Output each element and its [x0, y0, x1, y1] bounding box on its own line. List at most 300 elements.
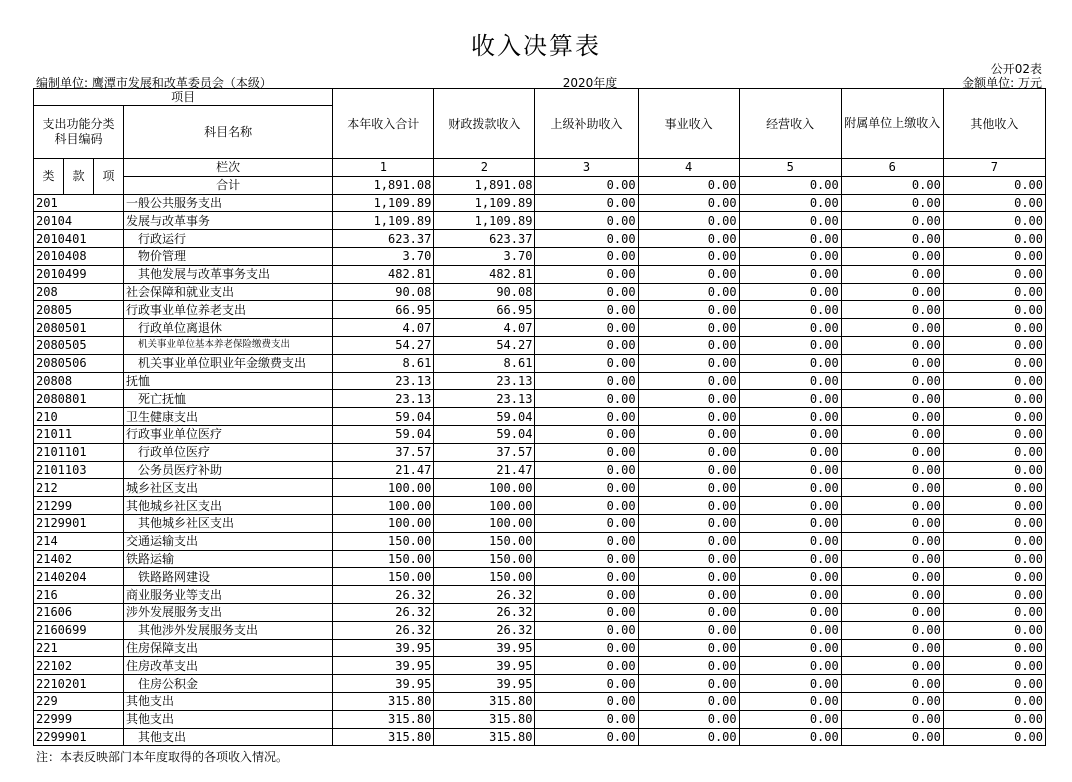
total-label: 合计 [124, 176, 333, 194]
row-value: 0.00 [535, 443, 638, 461]
row-subject-name: 一般公共服务支出 [124, 194, 333, 212]
row-subject-name: 住房改革支出 [124, 657, 333, 675]
row-value: 0.00 [739, 603, 841, 621]
row-value: 0.00 [841, 461, 943, 479]
col-num-3: 3 [535, 159, 638, 177]
row-value: 0.00 [841, 532, 943, 550]
row-value: 0.00 [535, 675, 638, 693]
row-code: 210 [34, 408, 124, 426]
table-row [34, 514, 1046, 532]
row-value: 0.00 [638, 247, 739, 265]
table-row [34, 675, 1046, 693]
row-value: 1,109.89 [434, 194, 535, 212]
row-value: 0.00 [943, 461, 1045, 479]
row-subject-name: 其他城乡社区支出 [124, 514, 333, 532]
table-row [34, 301, 1046, 319]
table-row [34, 230, 1046, 248]
row-value: 0.00 [535, 657, 638, 675]
table-row [34, 710, 1046, 728]
col-num-1: 1 [333, 159, 434, 177]
total-value: 0.00 [535, 176, 638, 194]
col-num-2: 2 [434, 159, 535, 177]
row-value: 0.00 [535, 461, 638, 479]
row-code: 2010401 [34, 230, 124, 248]
table-row [34, 586, 1046, 604]
row-value: 0.00 [841, 603, 943, 621]
row-value: 0.00 [841, 568, 943, 586]
row-subject-name: 发展与改革事务 [124, 212, 333, 230]
row-value: 623.37 [434, 230, 535, 248]
table-row [34, 692, 1046, 710]
row-value: 0.00 [943, 283, 1045, 301]
row-value: 39.95 [333, 639, 434, 657]
row-value: 0.00 [535, 354, 638, 372]
row-subject-name: 住房公积金 [124, 675, 333, 693]
row-value: 0.00 [943, 692, 1045, 710]
row-value: 315.80 [333, 728, 434, 746]
row-value: 0.00 [841, 230, 943, 248]
row-value: 0.00 [638, 532, 739, 550]
row-value: 0.00 [841, 247, 943, 265]
row-subject-name: 其他支出 [124, 692, 333, 710]
row-value: 3.70 [333, 247, 434, 265]
row-value: 0.00 [739, 425, 841, 443]
row-value: 0.00 [638, 336, 739, 354]
row-value: 0.00 [739, 408, 841, 426]
table-row [34, 443, 1046, 461]
row-value: 23.13 [434, 390, 535, 408]
row-value: 0.00 [739, 621, 841, 639]
row-value: 0.00 [739, 728, 841, 746]
row-value: 0.00 [841, 336, 943, 354]
row-code: 20808 [34, 372, 124, 390]
row-code: 2160699 [34, 621, 124, 639]
row-value: 0.00 [535, 479, 638, 497]
row-value: 0.00 [535, 586, 638, 604]
row-subject-name: 社会保障和就业支出 [124, 283, 333, 301]
row-value: 0.00 [943, 568, 1045, 586]
row-value: 0.00 [841, 265, 943, 283]
header-project: 项目 [34, 89, 333, 106]
row-value: 0.00 [841, 194, 943, 212]
row-value: 100.00 [434, 497, 535, 515]
row-value: 0.00 [638, 550, 739, 568]
row-value: 39.95 [434, 675, 535, 693]
row-value: 0.00 [739, 497, 841, 515]
row-value: 0.00 [535, 390, 638, 408]
row-code: 2140204 [34, 568, 124, 586]
row-value: 0.00 [638, 586, 739, 604]
row-value: 0.00 [739, 443, 841, 461]
row-value: 0.00 [739, 230, 841, 248]
row-subject-name: 物价管理 [124, 247, 333, 265]
row-value: 0.00 [943, 230, 1045, 248]
row-value: 0.00 [535, 319, 638, 337]
row-value: 0.00 [841, 283, 943, 301]
row-value: 0.00 [739, 336, 841, 354]
row-value: 150.00 [333, 568, 434, 586]
row-subject-name: 商业服务业等支出 [124, 586, 333, 604]
row-value: 0.00 [739, 283, 841, 301]
row-subject-name: 抚恤 [124, 372, 333, 390]
row-value: 0.00 [535, 710, 638, 728]
row-value: 0.00 [638, 319, 739, 337]
row-value: 59.04 [333, 408, 434, 426]
row-value: 315.80 [333, 710, 434, 728]
row-value: 4.07 [434, 319, 535, 337]
row-value: 0.00 [841, 710, 943, 728]
row-value: 39.95 [333, 675, 434, 693]
row-value: 0.00 [739, 319, 841, 337]
col-num-4: 4 [638, 159, 739, 177]
row-value: 59.04 [434, 425, 535, 443]
row-value: 0.00 [943, 265, 1045, 283]
row-value: 0.00 [638, 514, 739, 532]
row-value: 0.00 [638, 301, 739, 319]
row-code: 2299901 [34, 728, 124, 746]
col-num-6: 6 [841, 159, 943, 177]
row-value: 0.00 [535, 301, 638, 319]
row-value: 0.00 [638, 461, 739, 479]
header-row-project [34, 89, 1046, 106]
row-value: 0.00 [943, 372, 1045, 390]
row-value: 0.00 [739, 194, 841, 212]
row-value: 90.08 [333, 283, 434, 301]
row-code: 2129901 [34, 514, 124, 532]
row-value: 23.13 [333, 372, 434, 390]
row-subject-name: 行政事业单位医疗 [124, 425, 333, 443]
row-value: 0.00 [841, 425, 943, 443]
row-value: 0.00 [535, 532, 638, 550]
row-value: 0.00 [739, 479, 841, 497]
row-value: 0.00 [943, 532, 1045, 550]
row-value: 0.00 [739, 514, 841, 532]
row-value: 0.00 [739, 550, 841, 568]
row-value: 100.00 [333, 514, 434, 532]
row-value: 0.00 [638, 675, 739, 693]
table-row [34, 550, 1046, 568]
row-value: 0.00 [535, 514, 638, 532]
row-value: 0.00 [841, 692, 943, 710]
table-row [34, 247, 1046, 265]
row-value: 0.00 [943, 194, 1045, 212]
row-code: 216 [34, 586, 124, 604]
table-row [34, 354, 1046, 372]
row-subject-name: 死亡抚恤 [124, 390, 333, 408]
row-value: 54.27 [434, 336, 535, 354]
row-value: 0.00 [943, 354, 1045, 372]
row-value: 0.00 [943, 479, 1045, 497]
row-value: 0.00 [535, 692, 638, 710]
row-value: 0.00 [535, 265, 638, 283]
header-col-6: 附属单位上缴收入 [841, 89, 943, 159]
row-value: 54.27 [333, 336, 434, 354]
money-unit: 金额单位: 万元 [962, 76, 1042, 90]
header-lanci: 栏次 [124, 159, 333, 177]
row-value: 0.00 [943, 657, 1045, 675]
row-value: 0.00 [841, 621, 943, 639]
row-value: 0.00 [638, 621, 739, 639]
row-value: 26.32 [333, 621, 434, 639]
header-xiang: 项 [94, 159, 124, 195]
table-row [34, 194, 1046, 212]
row-value: 0.00 [535, 230, 638, 248]
row-code: 2080506 [34, 354, 124, 372]
row-value: 0.00 [638, 443, 739, 461]
table-row [34, 212, 1046, 230]
row-value: 0.00 [943, 319, 1045, 337]
header-col-4: 事业收入 [638, 89, 739, 159]
income-table [33, 88, 1046, 746]
row-subject-name: 铁路运输 [124, 550, 333, 568]
row-value: 0.00 [943, 390, 1045, 408]
row-value: 315.80 [434, 692, 535, 710]
row-value: 0.00 [535, 212, 638, 230]
row-subject-name: 其他支出 [124, 728, 333, 746]
row-value: 150.00 [333, 532, 434, 550]
row-code: 20805 [34, 301, 124, 319]
row-value: 0.00 [841, 586, 943, 604]
row-value: 0.00 [841, 728, 943, 746]
row-value: 0.00 [638, 390, 739, 408]
row-value: 0.00 [841, 675, 943, 693]
row-value: 0.00 [638, 710, 739, 728]
row-code: 2080501 [34, 319, 124, 337]
row-value: 0.00 [638, 230, 739, 248]
row-subject-name: 铁路路网建设 [124, 568, 333, 586]
row-subject-name: 其他涉外发展服务支出 [124, 621, 333, 639]
table-row [34, 497, 1046, 515]
row-subject-name: 行政运行 [124, 230, 333, 248]
row-value: 0.00 [535, 639, 638, 657]
row-value: 0.00 [739, 390, 841, 408]
row-value: 8.61 [434, 354, 535, 372]
row-value: 0.00 [943, 639, 1045, 657]
row-value: 100.00 [333, 479, 434, 497]
total-value: 1,891.08 [434, 176, 535, 194]
row-value: 0.00 [943, 514, 1045, 532]
row-value: 23.13 [434, 372, 535, 390]
table-row [34, 479, 1046, 497]
row-value: 0.00 [638, 425, 739, 443]
table-row [34, 657, 1046, 675]
row-value: 0.00 [739, 372, 841, 390]
row-code: 208 [34, 283, 124, 301]
table-row [34, 568, 1046, 586]
footnote: 注：本表反映部门本年度取得的各项收入情况。 [36, 750, 289, 764]
total-value: 0.00 [638, 176, 739, 194]
row-value: 0.00 [943, 550, 1045, 568]
row-value: 21.47 [333, 461, 434, 479]
row-value: 0.00 [841, 443, 943, 461]
col-num-7: 7 [943, 159, 1045, 177]
row-subject-name: 其他支出 [124, 710, 333, 728]
header-subject-name: 科目名称 [124, 106, 333, 159]
row-value: 0.00 [841, 390, 943, 408]
row-value: 0.00 [943, 586, 1045, 604]
row-value: 315.80 [333, 692, 434, 710]
row-value: 0.00 [739, 461, 841, 479]
row-value: 0.00 [638, 265, 739, 283]
header-col-7: 其他收入 [943, 89, 1045, 159]
row-value: 4.07 [333, 319, 434, 337]
row-value: 37.57 [333, 443, 434, 461]
row-value: 0.00 [638, 372, 739, 390]
row-value: 26.32 [434, 621, 535, 639]
row-value: 0.00 [535, 550, 638, 568]
row-value: 39.95 [434, 657, 535, 675]
col-num-5: 5 [739, 159, 841, 177]
row-value: 66.95 [333, 301, 434, 319]
table-row [34, 603, 1046, 621]
row-value: 37.57 [434, 443, 535, 461]
doc-code: 公开02表 [990, 62, 1042, 76]
row-subject-name: 行政事业单位养老支出 [124, 301, 333, 319]
row-subject-name: 城乡社区支出 [124, 479, 333, 497]
header-col-3: 上级补助收入 [535, 89, 638, 159]
row-value: 66.95 [434, 301, 535, 319]
row-value: 0.00 [739, 301, 841, 319]
row-value: 0.00 [943, 603, 1045, 621]
row-value: 26.32 [333, 586, 434, 604]
row-value: 1,109.89 [333, 212, 434, 230]
table-row [34, 390, 1046, 408]
row-value: 1,109.89 [333, 194, 434, 212]
row-value: 0.00 [943, 621, 1045, 639]
row-subject-name: 涉外发展服务支出 [124, 603, 333, 621]
row-value: 0.00 [841, 657, 943, 675]
row-value: 0.00 [739, 568, 841, 586]
row-value: 0.00 [739, 586, 841, 604]
row-value: 0.00 [841, 639, 943, 657]
row-value: 0.00 [943, 675, 1045, 693]
row-value: 0.00 [535, 194, 638, 212]
row-code: 214 [34, 532, 124, 550]
row-value: 0.00 [841, 354, 943, 372]
row-value: 0.00 [841, 301, 943, 319]
row-value: 0.00 [638, 283, 739, 301]
row-value: 39.95 [333, 657, 434, 675]
compiling-unit: 编制单位: 鹰潭市发展和改革委员会（本级） [36, 76, 272, 90]
row-code: 20104 [34, 212, 124, 230]
row-value: 0.00 [739, 532, 841, 550]
row-value: 59.04 [434, 408, 535, 426]
row-code: 212 [34, 479, 124, 497]
row-value: 100.00 [434, 479, 535, 497]
row-value: 26.32 [333, 603, 434, 621]
row-subject-name: 行政单位医疗 [124, 443, 333, 461]
row-value: 100.00 [333, 497, 434, 515]
table-row [34, 283, 1046, 301]
row-value: 8.61 [333, 354, 434, 372]
row-value: 0.00 [841, 372, 943, 390]
row-value: 150.00 [434, 532, 535, 550]
row-value: 315.80 [434, 728, 535, 746]
total-value: 0.00 [943, 176, 1045, 194]
header-kuan: 款 [64, 159, 94, 195]
row-code: 22102 [34, 657, 124, 675]
total-value: 1,891.08 [333, 176, 434, 194]
header-func-code: 支出功能分类科目编码 [34, 106, 124, 159]
row-value: 0.00 [943, 408, 1045, 426]
header-col-2: 财政拨款收入 [434, 89, 535, 159]
header-col-1: 本年收入合计 [333, 89, 434, 159]
row-code: 21402 [34, 550, 124, 568]
row-code: 21606 [34, 603, 124, 621]
row-code: 21011 [34, 425, 124, 443]
table-row [34, 372, 1046, 390]
row-subject-name: 机关事业单位基本养老保险缴费支出 [124, 336, 333, 354]
row-value: 0.00 [535, 621, 638, 639]
row-subject-name: 行政单位离退休 [124, 319, 333, 337]
row-value: 0.00 [841, 479, 943, 497]
row-value: 0.00 [638, 497, 739, 515]
total-value: 0.00 [739, 176, 841, 194]
table-row [34, 319, 1046, 337]
row-value: 0.00 [638, 568, 739, 586]
row-value: 0.00 [943, 443, 1045, 461]
row-value: 0.00 [638, 194, 739, 212]
row-value: 0.00 [841, 212, 943, 230]
row-value: 150.00 [434, 550, 535, 568]
row-value: 0.00 [841, 497, 943, 515]
row-value: 0.00 [943, 710, 1045, 728]
row-value: 0.00 [739, 247, 841, 265]
row-value: 0.00 [943, 728, 1045, 746]
row-value: 90.08 [434, 283, 535, 301]
row-value: 26.32 [434, 603, 535, 621]
row-value: 100.00 [434, 514, 535, 532]
row-value: 0.00 [841, 408, 943, 426]
table-row [34, 532, 1046, 550]
row-value: 0.00 [535, 283, 638, 301]
row-value: 0.00 [739, 692, 841, 710]
row-value: 23.13 [333, 390, 434, 408]
row-code: 201 [34, 194, 124, 212]
row-value: 0.00 [739, 639, 841, 657]
row-value: 0.00 [535, 497, 638, 515]
row-value: 0.00 [535, 728, 638, 746]
header-row-lanci [34, 159, 1046, 177]
row-value: 0.00 [535, 425, 638, 443]
table-row [34, 728, 1046, 746]
row-value: 0.00 [535, 372, 638, 390]
row-value: 0.00 [638, 603, 739, 621]
header-col-5: 经营收入 [739, 89, 841, 159]
row-value: 39.95 [434, 639, 535, 657]
row-code: 2010499 [34, 265, 124, 283]
row-subject-name: 住房保障支出 [124, 639, 333, 657]
table-row [34, 425, 1046, 443]
row-value: 0.00 [535, 247, 638, 265]
row-value: 623.37 [333, 230, 434, 248]
row-value: 0.00 [638, 479, 739, 497]
row-subject-name: 交通运输支出 [124, 532, 333, 550]
row-code: 2210201 [34, 675, 124, 693]
row-value: 0.00 [943, 247, 1045, 265]
row-value: 0.00 [638, 692, 739, 710]
table-row [34, 336, 1046, 354]
row-value: 0.00 [739, 710, 841, 728]
row-value: 0.00 [739, 265, 841, 283]
row-value: 482.81 [333, 265, 434, 283]
row-value: 0.00 [739, 354, 841, 372]
row-code: 2080505 [34, 336, 124, 354]
row-code: 22999 [34, 710, 124, 728]
fiscal-year: 2020年度 [562, 76, 618, 90]
row-value: 315.80 [434, 710, 535, 728]
table-row [34, 621, 1046, 639]
